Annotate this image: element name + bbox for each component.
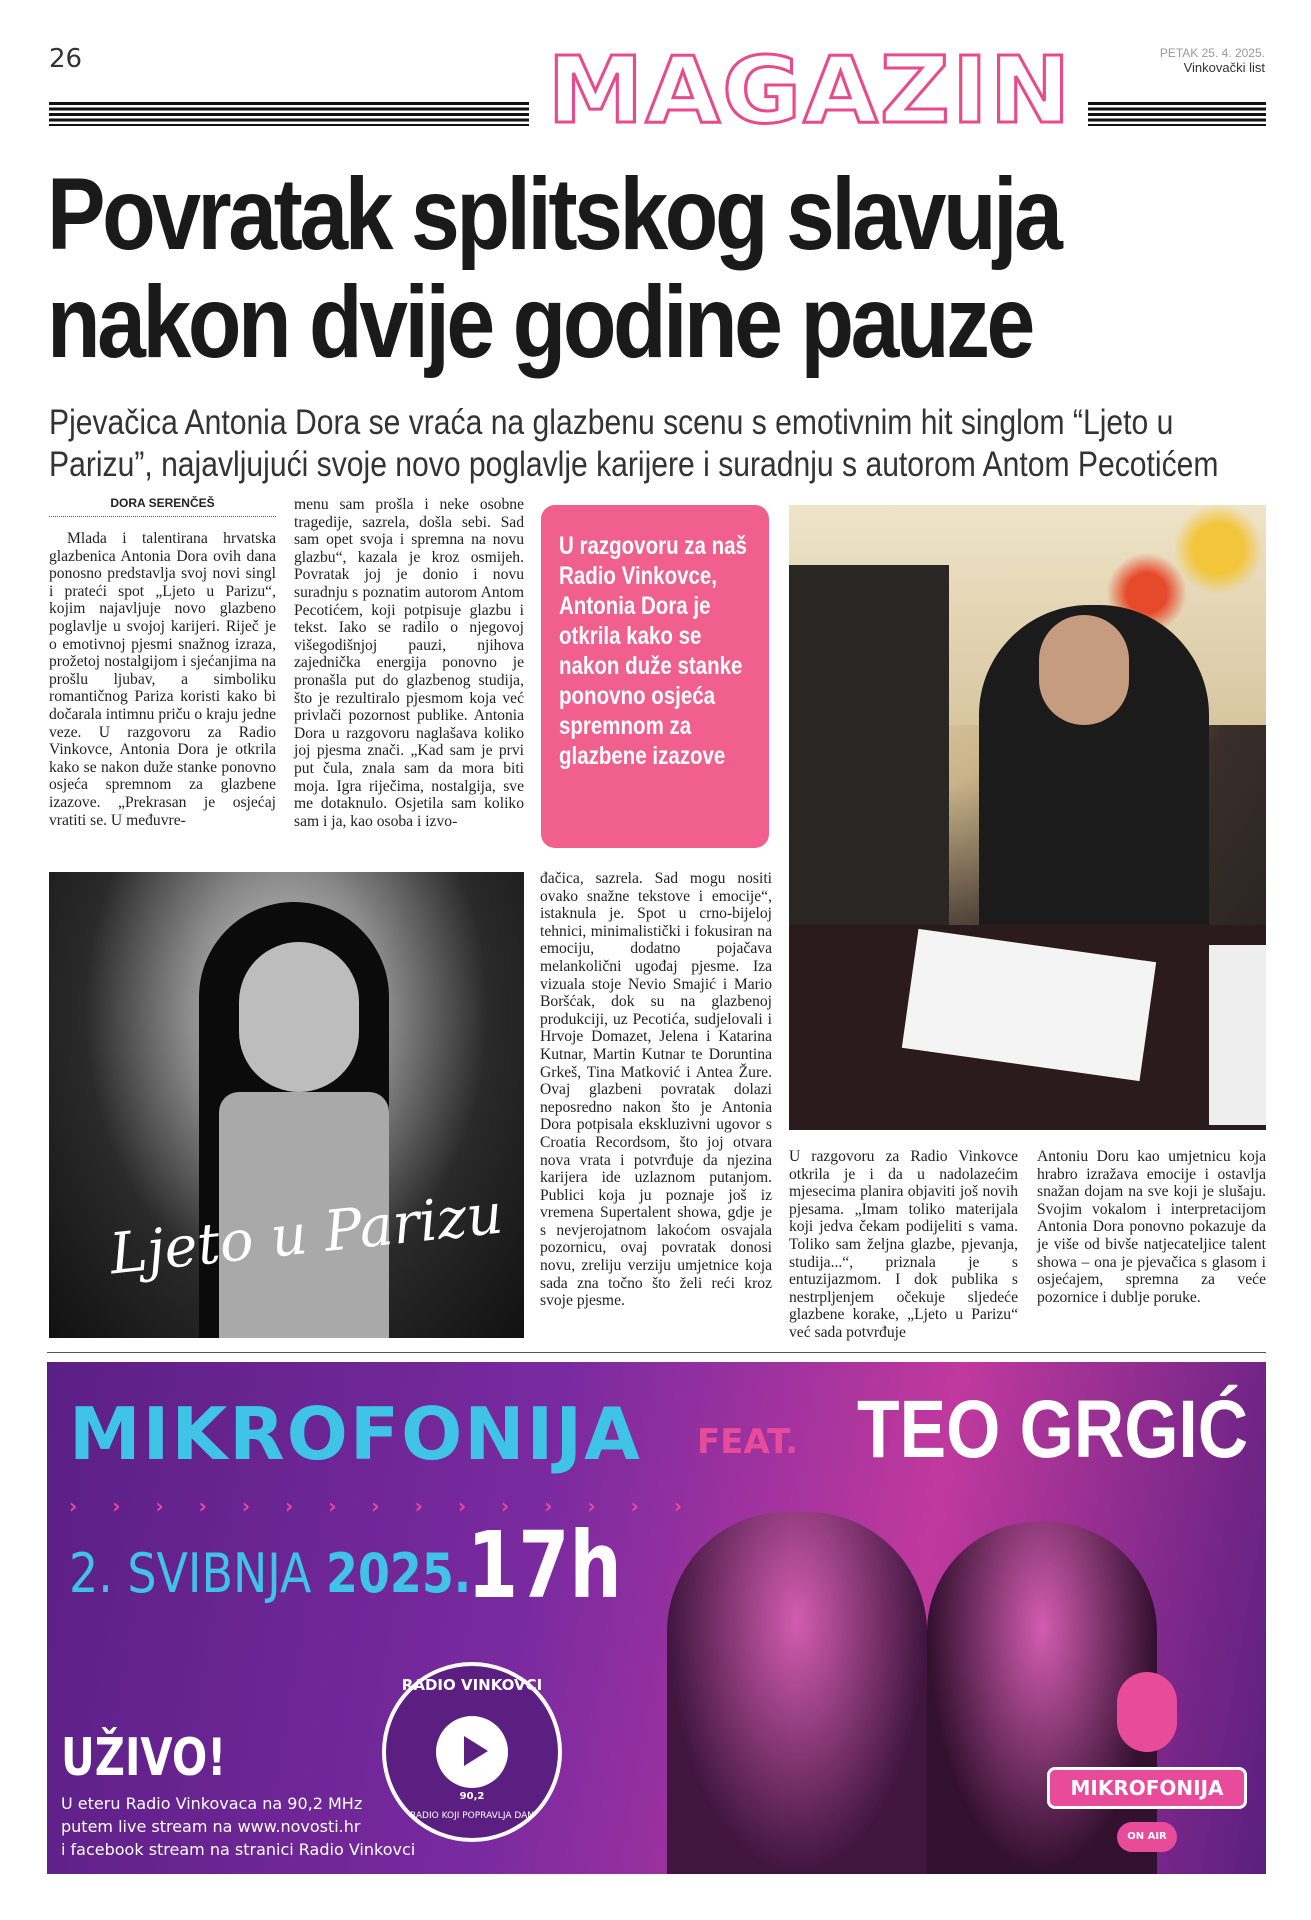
article-column-1: Mlada i talentirana hrvatska glazbenica Antonia Dora ovih dana ponosno predstavlja svoj novi singl i prateći spot „Ljeto u Parizu“, kojim najavljuje novo glazbeno poglavlje u svojoj karijeri. Riječ je o emotivnoj pjesmi snažnog izraza, prožetoj nostalgijom i sjećanjima na prošlu ljubav, a simboliku romantičnog Pariza koristi kako bi dočarala intimnu priču o kraju jedne veze. U razgovoru za Radio Vinkovce, Antonia Dora je otkrila kako se nakon duže stanke ponovno osjeća spremnom za glazbene izazove. „Prekrasan je osjećaj vratiti se. U međuvre- bbox=[49, 530, 276, 829]
radio-name: RADIO VINKOVCI bbox=[401, 1676, 543, 1694]
contract-signing-photo bbox=[789, 505, 1266, 1130]
divider bbox=[47, 1352, 1266, 1353]
ad-title: MIKROFONIJA bbox=[69, 1392, 642, 1476]
paper bbox=[1209, 945, 1266, 1125]
svg-text:MAGAZIN: MAGAZIN bbox=[547, 44, 1073, 130]
article-column-2: menu sam prošla i neke osobne tragedije, sazrela, došla sebi. Sad sam opet svoja i spremna na novu glazbu“, kazala je kroz osmijeh. Povratak joj je donio i novu suradnju s poznatim autorom Antom Pecotićem, koji potpisuje glazbu i tekst. Iako se radilo o njegovoj višegodišnjoj pauzi, njihova zajednička energija ponovno je pronašla put do glazbenog studija, što je rezultiralo pjesmom koja već privlači pozornost publike. Antonia Dora u razgovoru naglašava koliko joj pjesma znači. „Kad sam je prvi put čula, znala sam da mora biti moja. Igra riječima, nostalgija, sve me dotaknulo. Osjetila sam koliko sam i ja, kao osoba i izvo- bbox=[294, 496, 524, 830]
headline: Povratak splitskog slavuja nakon dvije godine pauze bbox=[47, 157, 1060, 379]
badge-label: MIKROFONIJA bbox=[1047, 1767, 1247, 1809]
radio-frequency: 90,2 bbox=[459, 1791, 485, 1802]
ad-info: U eteru Radio Vinkovaca na 90,2 MHz putem live stream na www.novosti.hr i facebook stream na stranici Radio Vinkovci bbox=[61, 1794, 416, 1859]
radio-slogan: RADIO KOJI POPRAVLJA DAN bbox=[410, 1811, 534, 1821]
ad-time: 17h bbox=[467, 1512, 622, 1619]
microphone-icon bbox=[1117, 1672, 1177, 1752]
mikrofonija-badge bbox=[1047, 1672, 1247, 1862]
face bbox=[239, 942, 359, 1092]
magazin-logo bbox=[545, 44, 1076, 130]
header-rule-right bbox=[1088, 102, 1266, 126]
ad-guest: TEO GRGIĆ bbox=[856, 1384, 1248, 1475]
issue-date: PETAK 25. 4. 2025. bbox=[1159, 46, 1265, 60]
article-column-3: đačica, sazrela. Sad mogu nositi ovako snažne tekstove i emocije“, istaknula je. Spot u crno-bijeloj tehnici, minimalistički i fokusiran na emociju, dodatno pojačava melankolični ugođaj pjesme. Iza vizuala stoje Nevio Smajić i Mario Boršćak, dok su na glazbenoj produkciji, uz Pecotića, sudjelovali i Hrvoje Domazet, Jelena i Katarina Kutnar, Martin Kutnar te Doruntina Grkeš, Tina Matković i Antea Žure. Ovaj glazbeni povratak dolazi neposredno nakon što je Antonia Dora potpisala ekskluzivni ugovor s Croatia Recordsom, što joj otvara nova vrata i potvrđuje da njezina karijera ide uzlaznom putanjom. Publici koja ju poznaje još iz vremena Supertalent showa, gdje je s nevjerojatnom lakoćom osvajala pozornicu, ovaj povratak donosi novu, zreliju verziju umjetnice koja sada zna točno što želi reći kroz svoje pjesme. bbox=[540, 870, 772, 1310]
ad-feat: FEAT. bbox=[697, 1422, 799, 1462]
play-icon bbox=[464, 1736, 488, 1766]
header-rule-left bbox=[49, 102, 529, 126]
pull-quote: U razgovoru za naš Radio Vinkovce, Antonia Dora je otkrila kako se nakon duže stanke ponovno osjeća spremnom za glazbene izazove bbox=[559, 532, 747, 770]
article-column-5: Antoniu Doru kao umjetnicu koja hrabro izražava emocije i ostavlja snažan dojam na sve koji je slušaju. Svojim vokalom i interpretacijom Antonia Dora ponovno pokazuje da je više od bivše natjecateljice talent showa – ona je pjevačica s glasom i osjećajem, spremna za veće pozornice i dublje poruke. bbox=[1037, 1148, 1266, 1306]
chevron-row-icon: › › › › › › › › › › › › › › › bbox=[69, 1494, 697, 1518]
mikrofonija-advertisement bbox=[47, 1362, 1266, 1874]
page-number: 26 bbox=[49, 44, 83, 74]
single-title-script: Ljeto u Parizu bbox=[106, 1181, 506, 1288]
publication-name: Vinkovački list bbox=[1183, 60, 1265, 75]
subheadline: Pjevačica Antonia Dora se vraća na glazbenu scenu s emotivnim hit singlom “Ljeto u Parizu”, najavljujući svoje novo poglavlje karijere i suradnju s autorom Antom Pecotićem bbox=[49, 403, 1219, 484]
radio-vinkovci-logo bbox=[382, 1662, 562, 1842]
pull-quote-box bbox=[541, 505, 769, 848]
host-photo-1 bbox=[667, 1512, 927, 1874]
ad-live: UŽIVO! bbox=[61, 1728, 227, 1788]
badge-on-air: ON AIR bbox=[1117, 1822, 1177, 1852]
ad-date: 2. SVIBNJA 2025. bbox=[69, 1542, 472, 1605]
byline: DORA SERENČEŠ bbox=[49, 496, 276, 517]
single-cover-portrait bbox=[49, 872, 524, 1338]
face bbox=[1039, 615, 1129, 725]
article-column-4: U razgovoru za Radio Vinkovce otkrila je i da u nadolazećim mjesecima planira objaviti još novih pjesama. „Imam toliko materijala koji jedva čekam podijeliti s vama. Toliko sam željna glazbe, pjevanja, studija...“, priznala je s entuzijazmom. I dok publika s nestrpljenjem očekuje sljedeće glazbene korake, „Ljeto u Parizu“ već sada potvrđuje bbox=[789, 1148, 1018, 1341]
